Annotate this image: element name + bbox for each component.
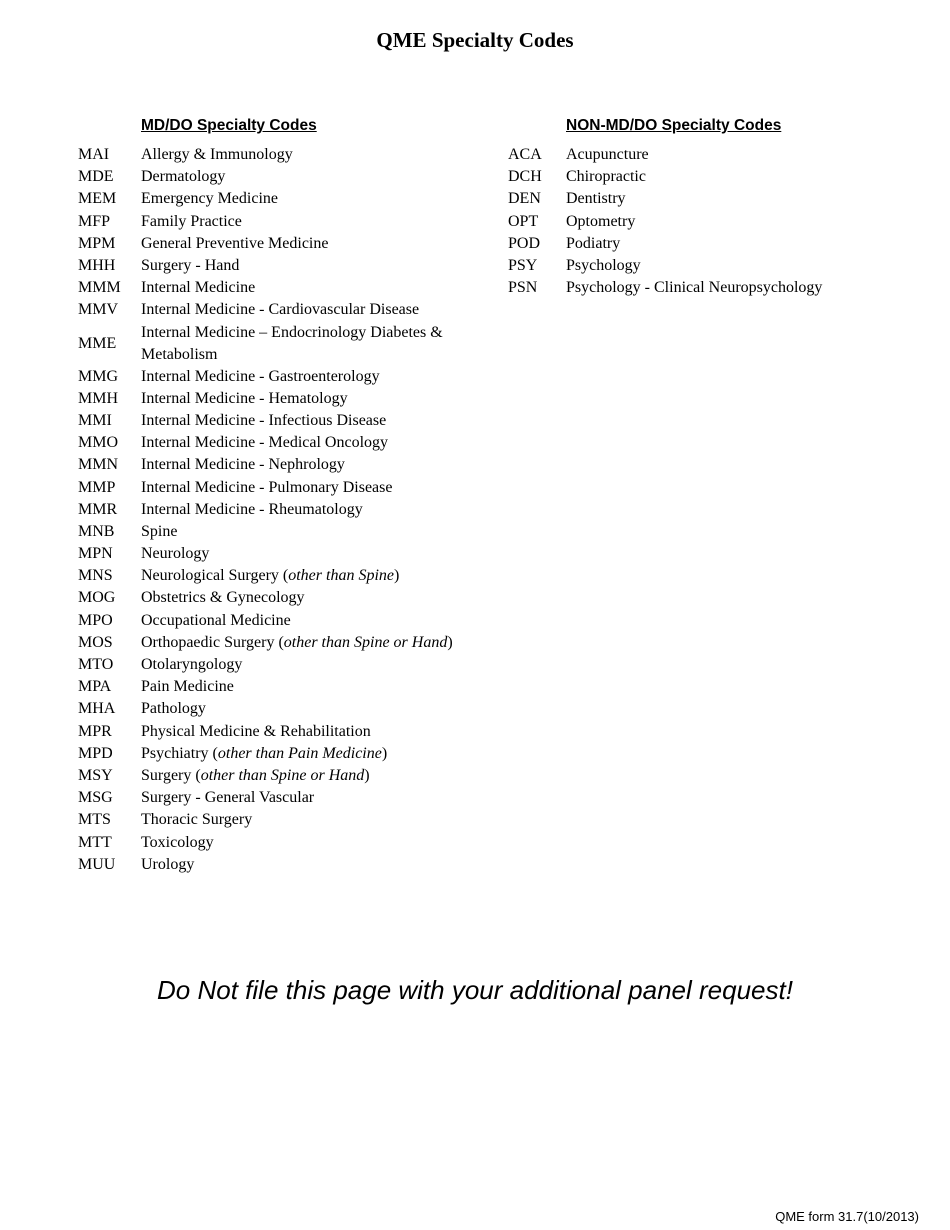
specialty-name-text: Thoracic Surgery bbox=[141, 811, 253, 829]
specialty-row bbox=[508, 188, 908, 210]
specialty-name bbox=[141, 809, 498, 831]
specialty-name bbox=[141, 233, 498, 255]
specialty-code: MHA bbox=[78, 700, 116, 718]
specialty-code: MOG bbox=[78, 589, 116, 607]
specialty-name-text: Toxicology bbox=[141, 833, 214, 851]
specialty-name-text: Psychiatry ( bbox=[141, 744, 218, 762]
specialty-qualifier: other than Pain Medicine bbox=[217, 744, 382, 762]
specialty-code: MTS bbox=[78, 811, 111, 829]
specialty-name-text: Internal Medicine - Cardiovascular Disease bbox=[141, 301, 420, 319]
specialty-name bbox=[141, 765, 498, 787]
specialty-name-suffix: ) bbox=[393, 567, 400, 585]
specialty-name-text: Internal Medicine - Infectious Disease bbox=[141, 411, 387, 429]
specialty-code: OPT bbox=[508, 212, 539, 230]
specialty-name bbox=[141, 698, 498, 720]
specialty-name bbox=[141, 610, 498, 632]
specialty-name-text: Neurology bbox=[141, 545, 210, 563]
specialty-name bbox=[141, 454, 498, 476]
specialty-row bbox=[78, 499, 498, 521]
specialty-row bbox=[78, 454, 498, 476]
specialty-code: MOS bbox=[78, 633, 113, 651]
specialty-name-suffix: ) bbox=[447, 633, 453, 651]
specialty-name-text: Neurological Surgery ( bbox=[141, 567, 289, 585]
specialty-name bbox=[141, 565, 498, 587]
specialty-code: MAI bbox=[78, 146, 110, 164]
specialty-row bbox=[78, 721, 498, 743]
specialty-row bbox=[78, 587, 498, 609]
specialty-row bbox=[78, 543, 498, 565]
specialty-code: MPA bbox=[78, 678, 112, 696]
specialty-name bbox=[566, 166, 908, 188]
specialty-name bbox=[141, 255, 498, 277]
specialty-row bbox=[78, 144, 498, 166]
specialty-name-text: Chiropractic bbox=[566, 168, 646, 186]
specialty-row bbox=[78, 388, 498, 410]
specialty-row bbox=[508, 233, 908, 255]
specialty-code: PSN bbox=[508, 279, 538, 297]
specialty-code: MUU bbox=[78, 855, 116, 873]
specialty-name bbox=[141, 322, 498, 366]
footer-warning: Do Not file this page with your additional panel request! bbox=[157, 975, 793, 1005]
specialty-name-text: Optometry bbox=[566, 212, 636, 230]
specialty-row bbox=[78, 255, 498, 277]
specialty-name bbox=[141, 477, 498, 499]
specialty-name-text: Urology bbox=[141, 855, 195, 873]
specialty-name-text: Internal Medicine - Pulmonary Disease bbox=[141, 478, 393, 496]
specialty-name bbox=[566, 188, 908, 210]
specialty-name bbox=[566, 233, 908, 255]
specialty-name bbox=[141, 676, 498, 698]
specialty-code: MTO bbox=[78, 656, 114, 674]
specialty-row bbox=[78, 277, 498, 299]
specialty-name bbox=[141, 366, 498, 388]
specialty-code: MPN bbox=[78, 545, 113, 563]
specialty-name-text: Internal Medicine - Gastroenterology bbox=[141, 367, 380, 385]
specialty-code: MTT bbox=[78, 833, 112, 851]
specialty-name bbox=[141, 854, 498, 876]
specialty-name bbox=[141, 721, 498, 743]
specialty-name-text: Spine bbox=[141, 522, 178, 540]
specialty-row bbox=[508, 144, 908, 166]
specialty-code: MHH bbox=[78, 257, 116, 275]
specialty-name-text: Obstetrics & Gynecology bbox=[141, 589, 305, 607]
specialty-name-text: Allergy & Immunology bbox=[141, 146, 293, 164]
specialty-row bbox=[78, 188, 498, 210]
specialty-row bbox=[78, 432, 498, 454]
specialty-code: MMV bbox=[78, 301, 119, 319]
specialty-row bbox=[78, 743, 498, 765]
specialty-row bbox=[78, 698, 498, 720]
specialty-name-text: Surgery - General Vascular bbox=[141, 789, 315, 807]
specialty-row bbox=[508, 166, 908, 188]
specialty-name-text: Psychology bbox=[566, 257, 641, 275]
specialty-name-text: Internal Medicine - Nephrology bbox=[141, 456, 345, 474]
specialty-code: MNB bbox=[78, 522, 115, 540]
specialty-name bbox=[141, 277, 498, 299]
specialty-name-suffix: ) bbox=[381, 744, 388, 762]
specialty-name-text: Orthopaedic Surgery ( bbox=[141, 633, 284, 651]
md-do-code-list bbox=[78, 144, 498, 876]
specialty-name bbox=[141, 743, 498, 765]
specialty-name-text: Pathology bbox=[141, 700, 206, 718]
specialty-qualifier: other than Spine or Hand bbox=[283, 633, 448, 651]
specialty-code: MMG bbox=[78, 367, 119, 385]
specialty-row bbox=[508, 255, 908, 277]
specialty-code: MNS bbox=[78, 567, 113, 585]
specialty-row bbox=[78, 765, 498, 787]
specialty-code: MMI bbox=[78, 411, 112, 429]
specialty-name-text: Emergency Medicine bbox=[141, 190, 278, 208]
specialty-code: MMM bbox=[78, 279, 121, 297]
specialty-code: MDE bbox=[78, 168, 114, 186]
specialty-name-text: Podiatry bbox=[566, 234, 621, 252]
specialty-name-text: Internal Medicine – Endocrinology Diabetes & Metabolism bbox=[141, 323, 443, 363]
specialty-name-text: Otolaryngology bbox=[141, 656, 243, 674]
specialty-code: DCH bbox=[508, 168, 542, 186]
specialty-name bbox=[141, 521, 498, 543]
specialty-name-text: Occupational Medicine bbox=[141, 611, 291, 629]
specialty-row bbox=[78, 610, 498, 632]
specialty-name bbox=[566, 255, 908, 277]
specialty-name-text: Psychology - Clinical Neuropsychology bbox=[566, 279, 823, 297]
specialty-name-text: Dermatology bbox=[141, 168, 226, 186]
specialty-code: DEN bbox=[508, 190, 541, 208]
specialty-name-suffix: ) bbox=[364, 766, 370, 784]
specialty-code: MPO bbox=[78, 611, 113, 629]
specialty-name bbox=[141, 787, 498, 809]
non-md-do-section-heading: NON-MD/DO Specialty Codes bbox=[566, 117, 782, 134]
specialty-row bbox=[78, 676, 498, 698]
specialty-row bbox=[78, 521, 498, 543]
specialty-code: MEM bbox=[78, 190, 117, 208]
specialty-name-text: Internal Medicine - Hematology bbox=[141, 389, 348, 407]
specialty-row bbox=[78, 854, 498, 876]
specialty-row bbox=[78, 233, 498, 255]
specialty-code: MSY bbox=[78, 766, 113, 784]
specialty-code: MMN bbox=[78, 456, 119, 474]
md-do-section-heading: MD/DO Specialty Codes bbox=[141, 117, 317, 134]
specialty-code: MMR bbox=[78, 500, 118, 518]
specialty-name bbox=[566, 211, 908, 233]
specialty-row bbox=[508, 211, 908, 233]
specialty-name-text: Dentistry bbox=[566, 190, 626, 208]
specialty-name bbox=[141, 410, 498, 432]
specialty-name bbox=[141, 654, 498, 676]
specialty-name bbox=[141, 144, 498, 166]
specialty-row bbox=[78, 831, 498, 853]
specialty-code: MPM bbox=[78, 234, 116, 252]
specialty-code: MSG bbox=[78, 789, 113, 807]
specialty-code: MFP bbox=[78, 212, 111, 230]
specialty-name bbox=[141, 211, 498, 233]
specialty-code: MPD bbox=[78, 744, 113, 762]
form-identifier: QME form 31.7(10/2013) bbox=[775, 1209, 919, 1224]
specialty-code: MMO bbox=[78, 434, 119, 452]
specialty-name-text: General Preventive Medicine bbox=[141, 234, 329, 252]
specialty-row bbox=[78, 366, 498, 388]
specialty-name-text: Pain Medicine bbox=[141, 678, 234, 696]
specialty-name-text: Surgery - Hand bbox=[141, 257, 240, 275]
specialty-name bbox=[141, 832, 498, 854]
specialty-name bbox=[141, 166, 498, 188]
specialty-name bbox=[566, 144, 908, 166]
specialty-qualifier: other than Spine or Hand bbox=[200, 766, 365, 784]
specialty-row bbox=[78, 299, 498, 321]
specialty-row bbox=[78, 632, 498, 654]
specialty-code: MMP bbox=[78, 478, 116, 496]
specialty-code: MPR bbox=[78, 722, 112, 740]
specialty-name-text: Acupuncture bbox=[566, 146, 649, 164]
specialty-name bbox=[141, 543, 498, 565]
specialty-code: ACA bbox=[508, 146, 542, 164]
specialty-name bbox=[141, 587, 498, 609]
page-title: QME Specialty Codes bbox=[376, 28, 574, 52]
specialty-name bbox=[141, 499, 498, 521]
specialty-row bbox=[78, 322, 498, 366]
specialty-name-text: Internal Medicine - Rheumatology bbox=[141, 500, 363, 518]
specialty-qualifier: other than Spine bbox=[288, 567, 394, 585]
specialty-code: POD bbox=[508, 234, 541, 252]
specialty-row bbox=[78, 787, 498, 809]
specialty-row bbox=[78, 211, 498, 233]
specialty-row bbox=[78, 476, 498, 498]
specialty-name bbox=[141, 299, 498, 321]
specialty-name-text: Surgery ( bbox=[141, 766, 201, 784]
specialty-name-text: Internal Medicine bbox=[141, 279, 256, 297]
specialty-row bbox=[78, 410, 498, 432]
specialty-code: MMH bbox=[78, 389, 119, 407]
specialty-name bbox=[141, 388, 498, 410]
specialty-name-text: Internal Medicine - Medical Oncology bbox=[141, 434, 389, 452]
non-md-do-code-list bbox=[508, 144, 908, 299]
specialty-name bbox=[141, 188, 498, 210]
specialty-name bbox=[141, 432, 498, 454]
specialty-row bbox=[78, 565, 498, 587]
specialty-name bbox=[566, 277, 908, 299]
specialty-row bbox=[508, 277, 908, 299]
specialty-row bbox=[78, 809, 498, 831]
specialty-name-text: Physical Medicine & Rehabilitation bbox=[141, 722, 371, 740]
specialty-name-text: Family Practice bbox=[141, 212, 242, 230]
specialty-code: PSY bbox=[508, 257, 538, 275]
specialty-code: MME bbox=[78, 334, 117, 352]
specialty-name bbox=[141, 632, 498, 654]
specialty-row bbox=[78, 166, 498, 188]
specialty-row bbox=[78, 654, 498, 676]
